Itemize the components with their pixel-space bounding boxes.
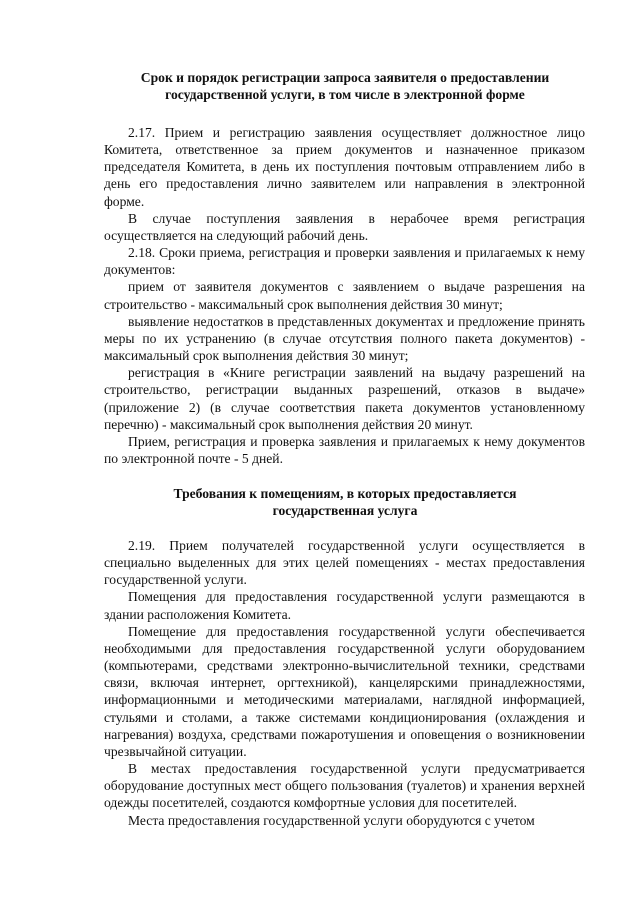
paragraph: 2.19. Прием получателей государственной услуги осуществляется в специально выделенных для этих целей помещениях - местах предоставления государственной услуги.: [104, 538, 585, 588]
section-heading-premises: [105, 485, 585, 519]
paragraph: Прием, регистрация и проверка заявления и прилагаемых к нему документов по электронной почте - 5 дней.: [104, 433, 585, 466]
section-heading-registration: [105, 69, 585, 103]
paragraph: регистрация в «Книге регистрации заявлений на выдачу разрешений на строительство, регистрации выданных разрешений, отказов в выдаче» (приложение 2) (в случае соответствия пакета документов установленному перечню) - максимальный срок выполнения действия 20 минут.: [104, 365, 585, 432]
paragraph: Помещения для предоставления государственной услуги размещаются в здании расположения Комитета.: [104, 589, 585, 622]
section-body-registration: [104, 124, 585, 467]
heading-line: государственная услуга: [272, 503, 418, 518]
paragraph: 2.18. Сроки приема, регистрация и проверки заявления и прилагаемых к нему документов:: [104, 245, 585, 278]
paragraph: 2.17. Прием и регистрацию заявления осуществляет должностное лицо Комитета, ответственное за прием документов и назначенное приказом председателя Комитета, в день их поступления почтовым отправлением либо в день его предоставления лично заявителем или направления в электронной форме.: [104, 125, 585, 209]
paragraph: В случае поступления заявления в нерабочее время регистрация осуществляется на следующий рабочий день.: [104, 210, 585, 243]
paragraph: Места предоставления государственной услуги оборудуются с учетом: [128, 812, 535, 828]
paragraph: Помещение для предоставления государственной услуги обеспечивается необходимыми для предоставления государственной услуги оборудованием (компьютерами, средствами электронно-вычислительной техники, средствами связи, включая интернет, оргтехникой), канцелярскими принадлежностями, информационными и методическими материалами, наглядной информацией, стульями и столами, а также системами кондиционирования (охлаждения и нагревания) воздуха, средствами пожаротушения и оповещения о возникновении чрезвычайной ситуации.: [104, 623, 585, 759]
heading-line: Срок и порядок регистрации запроса заявителя о предоставлении: [140, 70, 550, 85]
heading-line: государственной услуги, в том числе в электронной форме: [165, 87, 525, 102]
paragraph: выявление недостатков в представленных документах и предложение принять меры по их устранению (в случае отсутствия полного пакета документов) - максимальный срок выполнения действия 30 минут;: [104, 313, 585, 364]
paragraph: прием от заявителя документов с заявлением о выдаче разрешения на строительство - максимальный срок выполнения действия 30 минут;: [104, 279, 585, 312]
paragraph: В местах предоставления государственной услуги предусматривается оборудование доступных мест общего пользования (туалетов) и хранения верхней одежды посетителей, создаются комфортные условия для посетителей.: [104, 761, 585, 811]
heading-line: Требования к помещениям, в которых предоставляется: [173, 486, 517, 501]
section-body-premises: [104, 537, 585, 829]
